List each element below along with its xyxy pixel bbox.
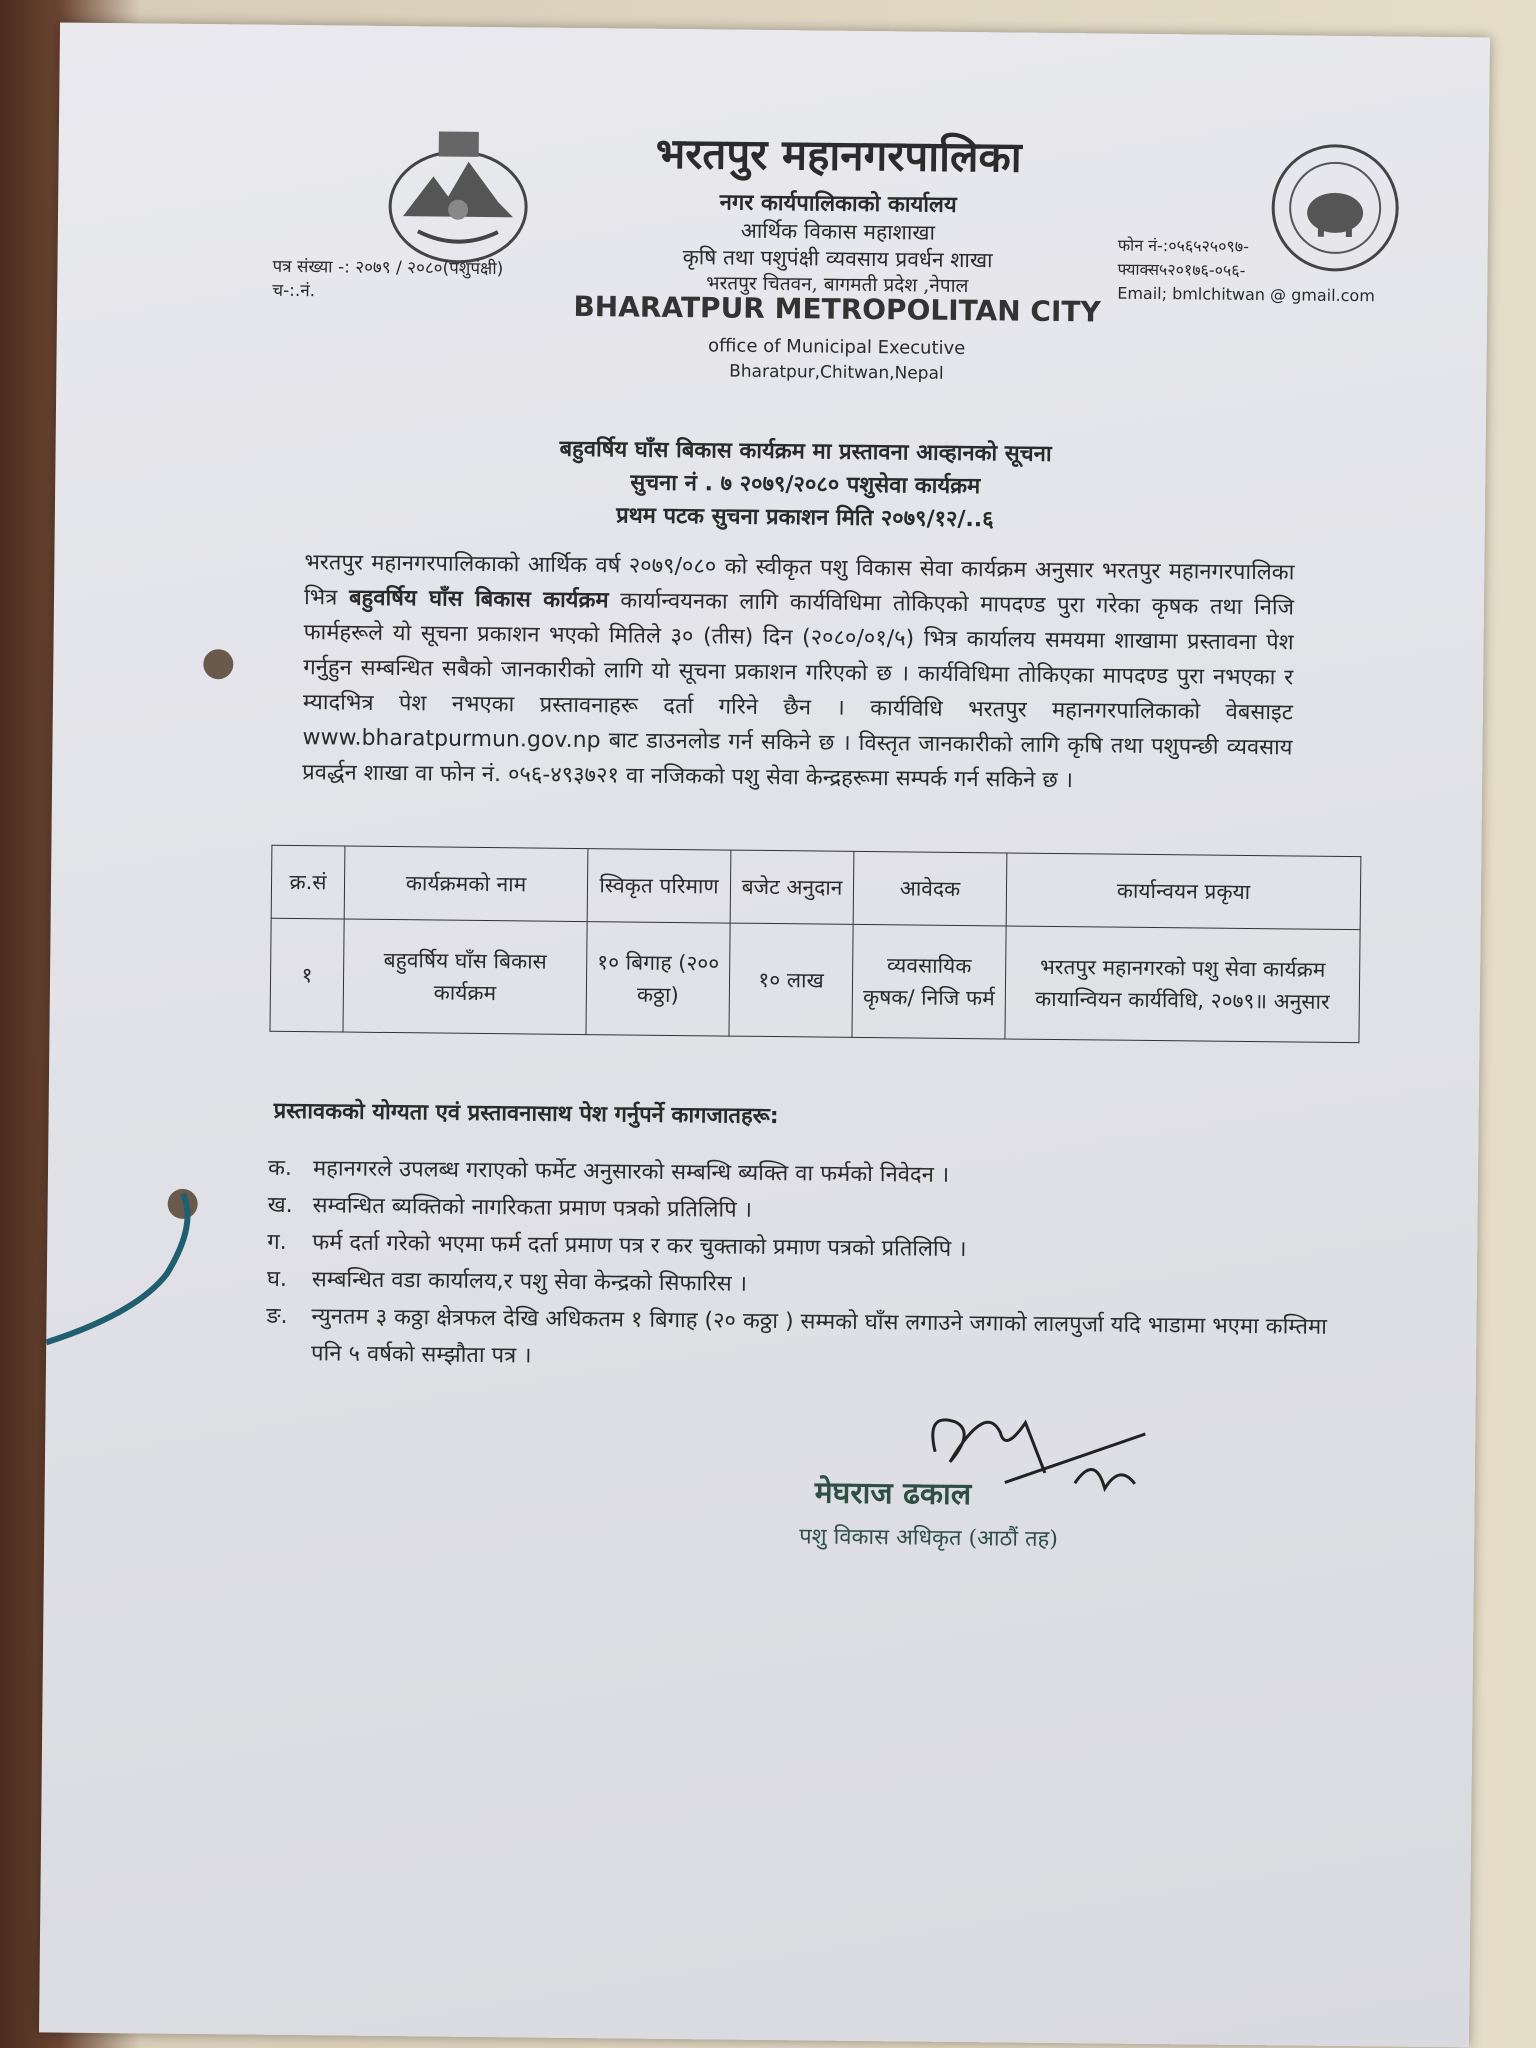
email-address: Email; bmlchitwan @ gmail.com <box>1117 283 1375 306</box>
division-name: आर्थिक विकास महाशाखा <box>740 218 936 245</box>
office-name-english: office of Municipal Executive <box>707 335 966 360</box>
cell-budget: १० लाख <box>729 923 853 1037</box>
requirements-list <box>266 1150 1348 1383</box>
notice-heading: बहुवर्षिय घाँस बिकास कार्यक्रम मा प्रस्तावना आव्हानको सूचना <box>559 436 1052 467</box>
item-marker: घ. <box>266 1266 288 1292</box>
item-marker: ख. <box>267 1192 293 1219</box>
list-item <box>266 1298 1347 1383</box>
fax-number: फ्याक्स५२०१७६-०५६- <box>1117 259 1246 280</box>
cell-process: भरतपुर महानगरको पशु सेवा कार्यक्रम कायान्वियन कार्यविधि, २०७९॥ अनुसार <box>1005 926 1360 1043</box>
binding-string <box>46 1182 248 1384</box>
address-nepali: भरतपुर चितवन, बागमती प्रदेश ,नेपाल <box>706 272 969 298</box>
table-row <box>270 918 1360 1042</box>
dispatch-number: च-:.नं. <box>272 280 316 302</box>
cell-applicant: व्यवसायिक कृषक/ निजि फर्म <box>852 924 1006 1039</box>
item-marker: क. <box>267 1155 293 1182</box>
item-text: फर्म दर्ता गरेको भएमा फर्म दर्ता प्रमाण पत्र र कर चुक्ताको प्रमाण पत्रको प्रतिलिपि । <box>312 1230 967 1263</box>
office-name-nepali: नगर कार्यपालिकाको कार्यालय <box>719 189 957 218</box>
item-text: सम्बन्धित वडा कार्यालय,र पशु सेवा केन्द्रको सिफारिस । <box>311 1267 748 1297</box>
item-marker: ङ. <box>266 1303 288 1329</box>
branch-name: कृषि तथा पशुपंक्षी व्यवसाय प्रवर्धन शाखा <box>682 245 993 273</box>
table-header-row <box>271 845 1361 929</box>
notice-number: सुचना नं . ७ २०७९/२०८० पशुसेवा कार्यक्रम <box>630 470 981 500</box>
contact-block <box>1117 234 1375 309</box>
phone-number: फोन नं-:०५६५२५०९७- <box>1117 235 1250 256</box>
reference-block <box>272 255 503 305</box>
requirements-title: प्रस्तावकको योग्यता एवं प्रस्तावनासाथ पेश गर्नुपर्ने कागजातहरू: <box>273 1098 779 1130</box>
cell-sn: १ <box>270 918 344 1032</box>
publication-date: प्रथम पटक सुचना प्रकाशन मिति २०७९/१२/..६ <box>616 503 994 533</box>
office-title-english: BHARATPUR METROPOLITAN CITY <box>573 289 1101 329</box>
program-table <box>269 845 1361 1043</box>
item-text: न्युनतम ३ कठ्ठा क्षेत्रफल देखि अधिकतम १ बिगाह (२० कठ्ठा ) सम्मको घाँस लगाउने जगाको लालपुर्जा यदि भाडामा भएमा कम्तिमा पनि ५ वर्षको सम्झौता पत्र । <box>310 1304 1328 1369</box>
item-text: महानगरले उपलब्ध गराएको फर्मेट अनुसारको सम्बन्धि ब्यक्ति वा फर्मको निवेदन । <box>312 1156 950 1188</box>
body-intro: भरतपुर महानगरपालिकाको आर्थिक वर्ष २०७९/०८० को स्वीकृत पशु विकास सेवा कार्यक्रम अनुसार भरतपुर महानगरपालिका भित्र <box>303 550 1295 611</box>
signatory-name: मेघराज ढकाल <box>814 1475 972 1513</box>
col-header-sn: क्र.सं <box>271 845 345 919</box>
cell-name: बहुवर्षिय घाँस बिकास कार्यक्रम <box>343 919 587 1035</box>
body-rest: कार्यान्वयनका लागि कार्यविधिमा तोकिएको मापदण्ड पुरा गरेका कृषक तथा निजि फार्महरूले यो सूचना प्रकाशन भएको मितिले ३० (तीस) दिन (२०८०/०१/५) भित्र कार्यालय समयमा शाखामा प्रस्तावना पेश गर्नुहुन सम्बन्धित सबैको जानकारीको लागि यो सूचना प्रकाशन गरिएको छ । कार्यविधिमा तोकिएका मापदण्ड पुरा नभएका र म्यादभित्र पेश नभएका प्रस्तावनाहरू दर्ता गरिने छैन । कार्यविधि भरतपुर महानगरपालिकाको वेबसाइट www.bharatpurmun.gov.np बाट डाउनलोड गर्न सकिने छ । विस्तृत जानकारीको लागि कृषि तथा पशुपन्छी व्यवसाय प्रवर्द्धन शाखा वा फोन नं. ०५६-४९३७२१ वा नजिकको पशु सेवा केन्द्रहरूमा सम्पर्क गर्न सकिने छ । <box>302 588 1295 794</box>
notice-paper <box>39 23 1490 2048</box>
letter-number: पत्र संख्या -: २०७९ / २०८०(पशुपंक्षी) <box>272 256 504 280</box>
signatory-designation: पशु विकास अधिकृत (आठौं तह) <box>799 1524 1058 1553</box>
notice-body <box>302 545 1295 800</box>
office-title-nepali: भरतपुर महानगरपालिका <box>655 128 1022 182</box>
col-header-quantity: स्विकृत परिमाण <box>587 849 731 923</box>
col-header-process: कार्यान्वयन प्रकृया <box>1006 853 1361 930</box>
punch-hole <box>203 649 233 679</box>
address-english: Bharatpur,Chitwan,Nepal <box>729 361 944 384</box>
item-text: सम्वन्धित ब्यक्तिको नागरिकता प्रमाण पत्रको प्रतिलिपि । <box>312 1193 753 1223</box>
col-header-budget: बजेट अनुदान <box>730 850 854 924</box>
item-marker: ग. <box>267 1229 287 1255</box>
col-header-applicant: आवेदक <box>853 851 1007 926</box>
program-name-bold: बहुवर्षिय घाँस बिकास कार्यक्रम <box>348 585 609 614</box>
cell-quantity: १० बिगाह (२०० कठ्ठा) <box>586 922 730 1036</box>
col-header-name: कार्यक्रमको नाम <box>344 846 588 922</box>
